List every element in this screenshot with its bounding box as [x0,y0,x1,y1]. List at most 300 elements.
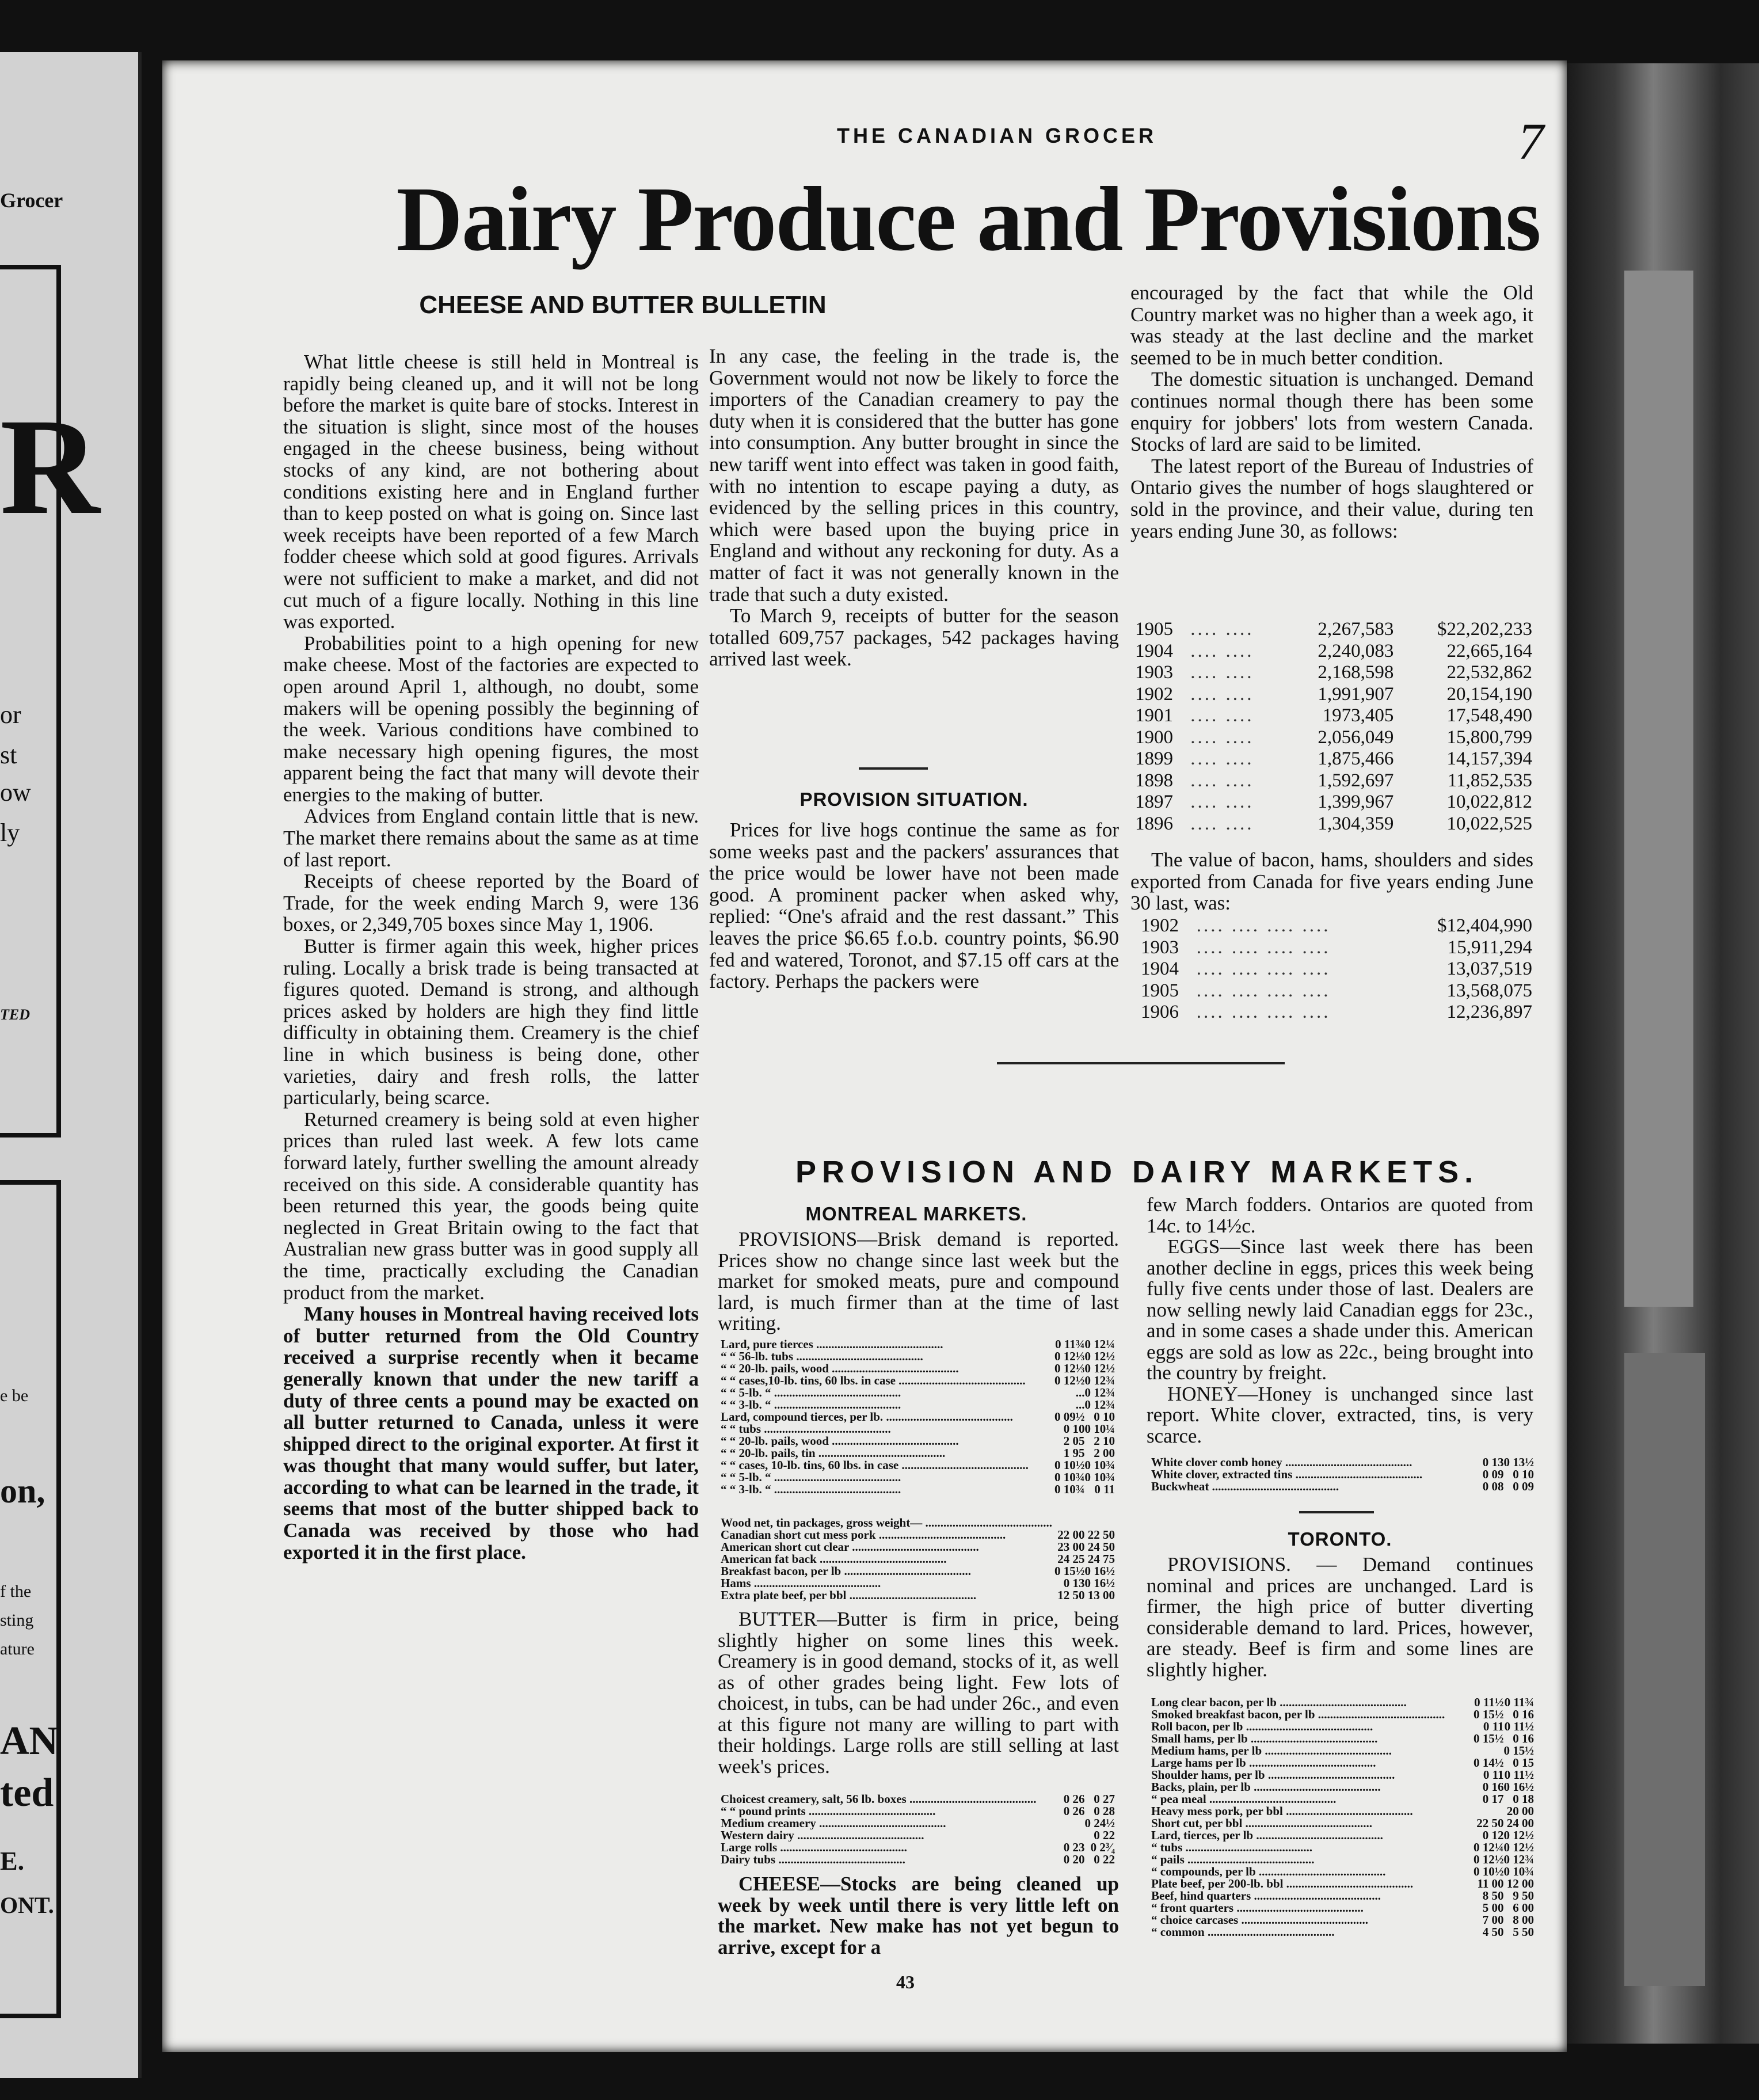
year-cell: 1901 [1135,705,1173,726]
year-cell: 1903 [1141,937,1179,958]
price-low: 0 10 [1063,1422,1085,1436]
price-high: 0 16½ [1503,1780,1534,1794]
price-label: White clover, extracted tins .......................................... [1151,1469,1423,1481]
price-row [1151,1817,1534,1829]
leader-dots: .... .... [1190,619,1254,640]
price-high: 13 00 [1087,1588,1115,1602]
prev-page-fragment: f the [0,1582,32,1601]
price-low: 22 00 [1057,1528,1085,1542]
year-cell: 1897 [1135,792,1173,812]
table-row [1135,813,1532,835]
price-high: 0 16½ [1084,1564,1115,1578]
table-row [1135,705,1532,727]
book-binding [1567,63,1759,2044]
price-low: 0 16 [1482,1780,1504,1794]
value-cell: 1,875,466 [1318,748,1394,769]
price-label: “ choice carcases .......................................... [1151,1914,1368,1926]
table-row [1135,727,1532,749]
price-label: “ “ 20-lb. pails, wood .......................................... [721,1435,959,1447]
prev-page-fragment: TED [0,1006,30,1023]
price-label: “ “ 5-lb. “ .......................................... [721,1471,901,1483]
price-label: Plate beef, per 200-lb. bbl .......................................... [1151,1878,1414,1890]
price-high: 0 10¾ [1084,1470,1115,1484]
price-low: 0 08 [1482,1479,1504,1493]
table-row [1141,915,1532,937]
price-high: 2 10 [1094,1434,1115,1448]
price-label: Wood net, tin packages, gross weight— .......................................... [721,1517,1052,1529]
price-low: 23 00 [1057,1540,1085,1554]
price-label: Western dairy .......................................... [721,1829,924,1842]
price-row [1151,1878,1534,1890]
value-cell: 15,800,799 [1446,726,1532,748]
price-high: 9 50 [1513,1889,1534,1903]
price-label: Canadian short cut mess pork .......................................... [721,1529,1006,1541]
value-cell: 22,665,164 [1446,640,1532,661]
price-row [721,1565,1115,1577]
prev-page-fragment: ature [0,1639,35,1658]
price-row [721,1471,1115,1483]
price-row [721,1589,1115,1601]
price-high: 0 12¾ [1084,1386,1115,1399]
price-row [721,1447,1115,1459]
price-label: Large hams per lb .......................................... [1151,1757,1376,1769]
price-low: 0 23 [1063,1840,1085,1854]
price-low: 2 05 [1063,1434,1085,1448]
price-row [1151,1805,1534,1817]
price-low: 24 25 [1057,1552,1085,1566]
price-row [721,1363,1115,1375]
paragraph: EGGS—Since last week there has been another decline in eggs, prices this week being fully five cents under those of last. Dealers are now selling newly laid Canadian eggs for 23c., and in some cases a shade under this. American eggs are sold as low as 22c., being brought into the country by freight. [1147,1235,1533,1384]
year-cell: 1900 [1135,726,1173,748]
provision-situation-heading: PROVISION SITUATION. [799,789,1029,810]
paragraph: What little cheese is still held in Montreal is rapidly being cleaned up, and it will not be long before the market is quite bare of stocks. Interest in the situation is slight, since most of the houses engaged in the cheese business, being without stocks of any kind, are not bothering about conditions existing here and in England further than to keep posted on what is going on. Since last week receipts have been reported of a few March fodder cheese which sold at good figures. Arrivals were not sufficient to make a market, and did not cut much of a figure locally. Nothing in this line was exported. [283,351,699,633]
price-row [721,1854,1115,1866]
price-label: “ “ 56-lb. tubs .......................................... [721,1350,923,1363]
table-row [1135,619,1532,641]
prev-page-fragment: st [0,741,17,769]
price-high: 0 09 [1513,1479,1534,1493]
price-high [1085,1517,1115,1529]
prev-page-fragment: ted [0,1771,54,1815]
table-row [1135,641,1532,663]
table-row [1135,662,1532,684]
price-low: 1 95 [1063,1446,1085,1460]
value-cell: 1,399,967 [1318,792,1394,812]
paragraph: Receipts of cheese reported by the Board of Trade, for the week ending March 9, were 136 boxes, or 2,349,705 boxes since May 1, 1906. [283,870,699,936]
price-low: 0 15½ [1474,1707,1504,1721]
price-row [721,1829,1115,1842]
price-label: Backs, plain, per lb .......................................... [1151,1781,1381,1793]
price-row [1151,1842,1534,1854]
price-high: 0 2³⁄₄ [1090,1840,1115,1854]
export-value-table [1141,915,1532,1024]
price-high: 24 75 [1087,1552,1115,1566]
prev-page-header: Grocer [0,189,63,212]
price-low: 0 11¾ [1055,1337,1085,1351]
price-high: 0 12¼ [1084,1337,1115,1351]
prev-page-fragment: or [0,701,21,729]
price-label: “ common .......................................... [1151,1926,1335,1938]
price-high: 0 12½ [1084,1349,1115,1363]
year-cell: 1905 [1141,980,1179,1001]
prev-page-fragment: ly [0,819,20,847]
price-high: 0 13½ [1503,1455,1534,1469]
price-low: 0 12¼ [1474,1840,1504,1854]
prev-page-fragment: ow [0,778,31,806]
price-high: 0 11 [1094,1482,1115,1496]
table-row [1135,792,1532,813]
price-low: 7 00 [1482,1913,1504,1927]
value-cell: 10,022,525 [1446,813,1532,834]
value-cell: 13,568,075 [1446,980,1532,1001]
paragraph: Probabilities point to a high opening for new make cheese. Most of the factories are expected to open around April 1, although, no doubt, some makers will be opening possibly the beginning of the week. Various conditions have combined to make necessary high opening figures, the most apparent being the fact that many will devote their energies to the making of butter. [283,631,699,806]
price-row [1151,1745,1534,1757]
magazine-page [162,60,1567,2052]
price-high: 0 12¾ [1503,1852,1534,1866]
price-low: 0 11 [1483,1719,1504,1733]
value-cell: 15,911,294 [1447,937,1532,958]
price-row [1151,1829,1534,1842]
price-low: 4 50 [1482,1925,1504,1939]
value-cell: 14,157,394 [1446,748,1532,769]
table-row [1141,937,1532,959]
price-row [1151,1456,1534,1469]
price-high: 0 28 [1094,1804,1115,1818]
montreal-butter [718,1609,1119,1777]
year-cell: 1898 [1135,770,1173,791]
leader-dots: .... .... [1190,640,1254,661]
prev-page-fragment: E. [0,1846,25,1875]
price-row [1151,1733,1534,1745]
price-label: “ compounds, per lb .......................................... [1151,1866,1386,1878]
prev-page-fragment: on, [0,1472,45,1510]
price-row [721,1375,1115,1387]
price-row [721,1399,1115,1411]
paragraph: PROVISIONS. — Demand continues nominal and prices are unchanged. Lard is firmer, the high price of butter diverting considerable demand to lard. Prices, however, are steady. Beef is firm and some lines are slightly higher. [1147,1553,1533,1681]
value-cell: 2,267,583 [1318,619,1394,640]
price-row [721,1842,1115,1854]
paragraph: Prices for live hogs continue the same as for some weeks past and the packers' assurances that the price would be lower have not been made good. A prominent packer when asked why, replied: “One's afraid and the rest dassant.” This leaves the price $6.65 f.o.b. country points, $6.90 fed and watered, Toronot, and $7.15 off cars at the factory. Perhaps the packers were [709,819,1119,993]
value-cell: 22,532,862 [1446,662,1532,683]
price-low: 0 12⅓ [1054,1361,1085,1375]
price-row [1151,1757,1534,1769]
value-cell: 1,991,907 [1318,683,1394,705]
price-low: 0 10¾ [1054,1482,1085,1496]
price-label: Lard, compound tierces, per lb. .......................................... [721,1411,1013,1423]
price-high: 0 10¾ [1084,1458,1115,1472]
price-row [1151,1902,1534,1914]
price-row [1151,1721,1534,1733]
price-label: Medium creamery .......................................... [721,1817,946,1829]
price-high: 0 22 [1094,1852,1115,1866]
price-label: “ “ 3-lb. “ .......................................... [721,1483,901,1496]
leader-dots: .... .... [1190,705,1254,726]
price-high: 0 11½ [1504,1719,1534,1733]
price-label: Choicest creamery, salt, 56 lb. boxes .......................................... [721,1793,1037,1805]
table-row [1135,684,1532,706]
markets-heading: PROVISION AND DAIRY MARKETS. [795,1155,1479,1189]
divider [859,767,928,770]
paragraph: The value of bacon, hams, shoulders and sides exported from Canada for five years ending June 30 last, was: [1130,849,1533,915]
column-1 [283,351,699,1563]
price-low: 0 26 [1063,1792,1085,1806]
price-high: 22 50 [1087,1528,1115,1542]
price-label: Large rolls .......................................... [721,1842,907,1854]
lard-price-table [721,1338,1115,1496]
price-row [721,1529,1115,1541]
divider [1299,1511,1374,1513]
price-row [721,1423,1115,1435]
price-low: 0 10½ [1054,1458,1085,1472]
paragraph: Advices from England contain little that is new. The market there remains about the same as at time of last report. [283,805,699,871]
price-high: 0 12¾ [1084,1398,1115,1412]
price-low: 0 26 [1063,1804,1085,1818]
price-low: 0 14½ [1474,1756,1504,1770]
price-low: 0 09½ [1054,1410,1085,1424]
price-row [1151,1469,1534,1481]
price-label: “ “ tubs .......................................... [721,1423,891,1435]
price-label: Breakfast bacon, per lb .......................................... [721,1565,971,1577]
provision-situation-text [709,819,1119,992]
price-label: Hams .......................................... [721,1577,881,1589]
page-number: 43 [896,1972,915,1992]
column-2 [709,345,1119,670]
price-label: Lard, pure tierces .......................................... [721,1338,943,1350]
value-cell: 11,852,535 [1447,770,1532,791]
price-low [1474,1745,1504,1757]
montreal-provisions [718,1229,1119,1334]
price-low: 0 15½ [1474,1732,1504,1745]
year-cell: 1904 [1141,958,1179,979]
price-low [1064,1817,1085,1829]
prev-page-fragment: AN [0,1719,59,1763]
price-high: 8 00 [1513,1913,1534,1927]
price-row [721,1483,1115,1496]
price-low: 0 17 [1482,1792,1504,1806]
year-cell: 1902 [1141,915,1179,936]
price-high: 0 10¼ [1084,1422,1115,1436]
price-row [721,1793,1115,1805]
price-low: 0 09 [1482,1467,1504,1481]
price-low: ... [1075,1386,1085,1399]
price-low [1474,1805,1504,1817]
year-cell: 1902 [1135,683,1173,705]
price-high: 0 12½ [1503,1828,1534,1842]
leader-dots: .... .... [1190,726,1254,748]
price-high: 24 00 [1506,1816,1534,1830]
price-low: 0 10¾ [1054,1470,1085,1484]
table-row [1135,770,1532,792]
paragraph: Many houses in Montreal having received lots of butter returned from the Old Country received a surprise recently when it became generally known that under the new tariff a duty of three cents a pound may be exacted on all butter returned to Canada, unless it were shipped direct to the original exporter. At first it was thought that many would suffer, but later, according to what can be learned in the trade, it seems that most of the butter shipped back to Canada was received by those who had exported it in the first place. [283,1303,699,1563]
price-high: 0 18 [1513,1792,1534,1806]
leader-dots: .... .... [1190,770,1254,791]
paragraph: encouraged by the fact that while the Old Country market was no higher than a week ago, it was steady at the last decline and the market seemed to be in much better condition. [1130,281,1533,369]
bulletin-heading: CHEESE AND BUTTER BULLETIN [419,291,827,319]
price-high: 0 24½ [1084,1816,1115,1830]
price-label: “ tubs .......................................... [1151,1842,1313,1854]
price-low: 0 12⅓ [1054,1349,1085,1363]
price-row [721,1577,1115,1589]
price-label: Lard, tierces, per lb .......................................... [1151,1829,1383,1842]
price-label: American short cut clear .......................................... [721,1541,979,1553]
price-low: 0 15½ [1054,1564,1085,1578]
price-label: Medium hams, per lb .......................................... [1151,1745,1392,1757]
toronto-price-table [1151,1696,1534,1938]
meat-price-table [721,1517,1115,1601]
price-high: 12 00 [1506,1877,1534,1890]
price-high: 0 16 [1513,1732,1534,1745]
price-label: “ “ 5-lb. “ .......................................... [721,1387,901,1399]
price-row [1151,1914,1534,1926]
price-label: “ “ pound prints .......................................... [721,1805,936,1817]
price-high: 0 12¾ [1084,1374,1115,1387]
price-label: “ “ 20-lb. pails, tin .......................................... [721,1447,946,1459]
value-cell: $12,404,990 [1437,915,1532,936]
price-high: 20 00 [1506,1804,1534,1818]
price-row [721,1553,1115,1565]
paragraph: Returned creamery is being sold at even higher prices than ruled last week. A few lots came forward lately, further swelling the amount already received on this side. A considerable quantity has been returned this year, the goods being quite neglected in Great Britain owing to the fact that Australian new grass butter was in good supply all the time, practically excluding the Canadian product from the market. [283,1108,699,1304]
price-label: American fat back .......................................... [721,1553,947,1565]
price-label: “ “ 3-lb. “ .......................................... [721,1399,901,1411]
table-row [1141,980,1532,1002]
price-row [1151,1781,1534,1793]
price-label: Smoked breakfast bacon, per lb .......................................... [1151,1709,1445,1721]
price-low: ... [1075,1398,1085,1412]
price-label: Buckwheat .......................................... [1151,1481,1339,1493]
year-cell: 1904 [1135,640,1173,661]
price-row [1151,1926,1534,1938]
butter-price-table [721,1793,1115,1866]
leader-dots: .... .... [1190,662,1254,683]
price-high: 2 00 [1094,1446,1115,1460]
table-row [1141,958,1532,980]
price-label: “ “ 20-lb. pails, wood .......................................... [721,1363,959,1375]
price-high: 0 10¾ [1503,1865,1534,1878]
price-high: 0 15½ [1503,1744,1534,1757]
toronto-heading: TORONTO. [1288,1528,1392,1550]
price-row [1151,1696,1534,1709]
price-low: 0 12½ [1054,1374,1085,1387]
price-row [721,1817,1115,1829]
table-row [1135,748,1532,770]
price-low: 8 50 [1482,1889,1504,1903]
handwritten-page-mark: 7 [1518,113,1544,170]
price-label: “ front quarters .......................................... [1151,1902,1364,1914]
price-high: 0 27 [1094,1792,1115,1806]
value-cell: 13,037,519 [1446,958,1532,979]
export-intro [1130,849,1533,914]
value-cell: $22,202,233 [1437,619,1532,640]
paragraph: To March 9, receipts of butter for the season totalled 609,757 packages, 542 packages having arrived last week. [709,604,1119,671]
price-low: 12 50 [1057,1588,1085,1602]
leader-dots: .... .... [1190,748,1254,769]
paragraph: PROVISIONS—Brisk demand is reported. Prices show no change since last week but the market for smoked meats, pure and compound lard, is much firmer than at the time of last writing. [718,1228,1119,1334]
masthead: THE CANADIAN GROCER [836,124,1157,147]
price-low: 0 13 [1063,1576,1085,1590]
price-low: 0 11½ [1474,1695,1504,1709]
price-label: Heavy mess pork, per bbl .......................................... [1151,1805,1413,1817]
prev-page-fragment: sting [0,1611,34,1630]
price-row [1151,1481,1534,1493]
price-row [1151,1769,1534,1781]
price-label: “ “ cases,10-lb. tins, 60 lbs. in case .......................................... [721,1375,1026,1387]
value-cell: 2,168,598 [1318,662,1394,683]
price-row [721,1541,1115,1553]
price-row [1151,1709,1534,1721]
price-high: 0 11½ [1504,1768,1534,1782]
price-label: “ pails .......................................... [1151,1854,1315,1866]
divider [997,1062,1285,1064]
year-cell: 1899 [1135,748,1173,769]
price-label: Long clear bacon, per lb .......................................... [1151,1696,1407,1709]
previous-page-edge [0,52,142,2078]
price-row [721,1517,1115,1529]
price-label: Roll bacon, per lb .......................................... [1151,1721,1373,1733]
honey-price-table [1151,1456,1534,1493]
leader-dots: .... .... .... .... [1196,958,1331,979]
price-low: 0 12 [1482,1828,1504,1842]
price-high: 6 00 [1513,1901,1534,1915]
price-row [1151,1866,1534,1878]
price-low: 22 50 [1476,1816,1504,1830]
toronto-provisions [1147,1554,1533,1680]
paragraph: In any case, the feeling in the trade is, the Government would not now be likely to force the importers of the Canadian creamery to pay the duty when it is considered that the butter has gone into consumption. Any butter brought in since the new tariff went into effect was taken in good faith, with no intention to escape paying a duty, as evidenced by the selling prices in this country, which were based upon the buying price in England and without any reckoning for duty. As a matter of fact it was not generally known in the trade that such a duty existed. [709,345,1119,606]
price-high: 0 16 [1513,1707,1534,1721]
price-label: Short cut, per bbl .......................................... [1151,1817,1373,1829]
price-high: 5 50 [1513,1925,1534,1939]
price-label: Small hams, per lb .......................................... [1151,1733,1378,1745]
price-high: 0 10 [1513,1467,1534,1481]
year-cell: 1905 [1135,619,1173,640]
paragraph: The domestic situation is unchanged. Demand continues normal though there has been some enquiry for jobbers' lots from western Canada. Stocks of lard are said to be limited. [1130,368,1533,456]
price-low: 5 00 [1482,1901,1504,1915]
right-market-column [1147,1194,1533,1447]
prev-page-fragment: e be [0,1386,29,1405]
column-3 [1130,282,1533,542]
prev-page-fragment: R [0,390,100,543]
leader-dots: .... .... [1190,813,1254,834]
price-label: Shoulder hams, per lb .......................................... [1151,1769,1395,1781]
hog-slaughter-table [1135,619,1532,835]
value-cell: 20,154,190 [1446,683,1532,705]
leader-dots: .... .... .... .... [1196,1002,1331,1022]
leader-dots: .... .... .... .... [1196,915,1331,936]
value-cell: 1,592,697 [1318,770,1394,791]
price-low [1054,1517,1085,1529]
leader-dots: .... .... [1190,683,1254,705]
prev-page-fragment: ONT. [0,1892,54,1918]
price-high: 0 12½ [1503,1840,1534,1854]
value-cell: 10,022,812 [1446,792,1532,812]
price-row [1151,1793,1534,1805]
price-label: Dairy tubs .......................................... [721,1854,905,1866]
page-title: Dairy Produce and Provisions [396,168,1540,270]
montreal-cheese [718,1874,1119,1958]
paragraph: BUTTER—Butter is firm in price, being slightly higher on some lines this week. Creamery is in good demand, stocks of it, as well as of other grades being light. Few lots of choicest, in tubs, can be had under 26c., and even at this figure not many are willing to part with their holdings. Large rolls are still selling at last week's prices. [718,1608,1119,1778]
price-row [721,1350,1115,1363]
price-label: Extra plate beef, per bbl .......................................... [721,1589,977,1601]
price-high: 0 10 [1094,1410,1115,1424]
price-high: 0 22 [1094,1828,1115,1842]
price-low: 0 12½ [1474,1852,1504,1866]
leader-dots: .... .... [1190,792,1254,812]
price-row [721,1435,1115,1447]
year-cell: 1906 [1141,1002,1179,1022]
price-high: 24 50 [1087,1540,1115,1554]
price-row [721,1411,1115,1423]
paragraph: Butter is firmer again this week, higher prices ruling. Locally a brisk trade is being transacted at figures quoted. Demand is strong, and although prices asked by holders are high they find little difficulty in obtaining them. Creamery is the chief line in which business is being done, other varieties, dairy and fresh rolls, the latter particularly, being scarce. [283,935,699,1109]
price-row [721,1459,1115,1471]
